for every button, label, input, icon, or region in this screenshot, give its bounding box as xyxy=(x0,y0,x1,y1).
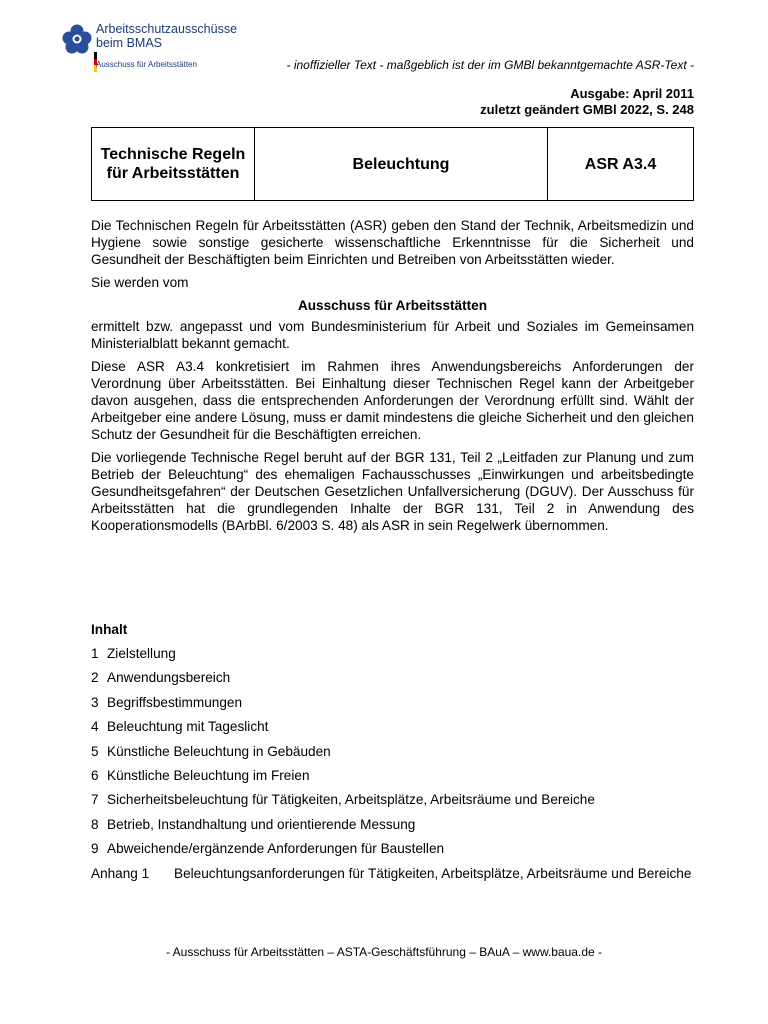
edition-info xyxy=(480,86,694,118)
committee-name: Ausschuss für Arbeitsstätten xyxy=(297,298,488,313)
logo-title-line1: Arbeitsschutzausschüsse xyxy=(96,22,238,36)
toc-item[interactable]: 6 Künstliche Beleuchtung im Freien xyxy=(91,767,310,783)
toc-item[interactable]: 1 Zielstellung xyxy=(91,646,176,661)
logo-flower-icon xyxy=(60,22,94,56)
preamble-paragraph-3: ermittelt bzw. angepasst und vom Bundesministerium für Arbeit und Soziales im Gemeinsamen Ministerialblatt bekannt gemacht. xyxy=(91,319,694,351)
page-footer: - Ausschuss für Arbeitsstätten – ASTA-Geschäftsführung – BAuA – www.baua.de - xyxy=(165,945,602,959)
preamble-paragraph-4: Diese ASR A3.4 konkretisiert im Rahmen ihres Anwendungsbereichs Anforderungen der Verordnung über Arbeitsstätten. Bei Einhaltung dieser Technischen Regel kann der Arbeitgeber davon ausgehen, dass die entsprechenden Anforderungen der Verordnung erfüllt sind. Wählt der Arbeitgeber eine andere Lösung, muss er damit mindestens die gleiche Sicherheit und den gleichen Schutz der Gesundheit für die Beschäftigten erreichen. xyxy=(91,359,694,442)
preamble xyxy=(91,217,694,540)
toc-annex-item[interactable]: Anhang 1 Beleuchtungsanforderungen für Tätigkeiten, Arbeitsplätze, Arbeitsräume und Bereiche xyxy=(91,865,692,881)
preamble-paragraph-2: Sie werden vom xyxy=(91,275,189,290)
edition-line2: zuletzt geändert GMBl 2022, S. 248 xyxy=(480,102,694,117)
preamble-paragraph-5: Die vorliegende Technische Regel beruht auf der BGR 131, Teil 2 „Leitfaden zur Planung und zum Betrieb der Beleuchtung“ des ehemaligen Fachausschusses „Einwirkungen und arbeitsbedingte Gesundheitsgefahren“ der Deutschen Gesetzlichen Unfallversicherung (DGUV). Der Ausschuss für Arbeitsstätten hat die grundlegenden Inhalte der BGR 131, Teil 2 in Anwendung des Kooperationsmodells (BArbBl. 6/2003 S. 48) als ASR in sein Regelwerk übernommen. xyxy=(91,450,694,533)
logo-title-line2: beim BMAS xyxy=(96,36,162,50)
title-box-code: ASR A3.4 xyxy=(584,155,657,173)
asta-logo xyxy=(60,22,240,72)
toc-item[interactable]: 9 Abweichende/ergänzende Anforderungen für Baustellen xyxy=(91,841,445,857)
toc-item[interactable]: 5 Künstliche Beleuchtung in Gebäuden xyxy=(91,743,331,759)
edition-line1: Ausgabe: April 2011 xyxy=(570,86,694,101)
table-of-contents xyxy=(91,621,694,882)
title-box-rules: Technische Regeln für Arbeitsstätten xyxy=(92,128,255,200)
unofficial-text-note: - inoffizieller Text - maßgeblich ist der im GMBl bekanntgemachte ASR-Text - xyxy=(286,58,694,72)
toc-item[interactable]: 7 Sicherheitsbeleuchtung für Tätigkeiten, Arbeitsplätze, Arbeitsräume und Bereiche xyxy=(91,792,595,808)
logo-subtitle: Ausschuss für Arbeitsstätten xyxy=(96,60,197,69)
title-box xyxy=(91,127,694,201)
toc-item[interactable]: 2 Anwendungsbereich xyxy=(91,670,231,686)
toc-heading: Inhalt xyxy=(91,622,128,637)
toc-item[interactable]: 4 Beleuchtung mit Tageslicht xyxy=(91,719,269,735)
toc-item[interactable]: 3 Begriffsbestimmungen xyxy=(91,694,243,710)
title-box-topic: Beleuchtung xyxy=(255,128,548,200)
toc-item[interactable]: 8 Betrieb, Instandhaltung und orientierende Messung xyxy=(91,816,416,832)
preamble-paragraph-1: Die Technischen Regeln für Arbeitsstätten (ASR) geben den Stand der Technik, Arbeitsmedizin und Hygiene sowie sonstige gesicherte wissenschaftliche Erkenntnisse für die Sicherheit und Gesundheit der Beschäftigten beim Einrichten und Betreiben von Arbeitsstätten wieder. xyxy=(91,218,694,267)
